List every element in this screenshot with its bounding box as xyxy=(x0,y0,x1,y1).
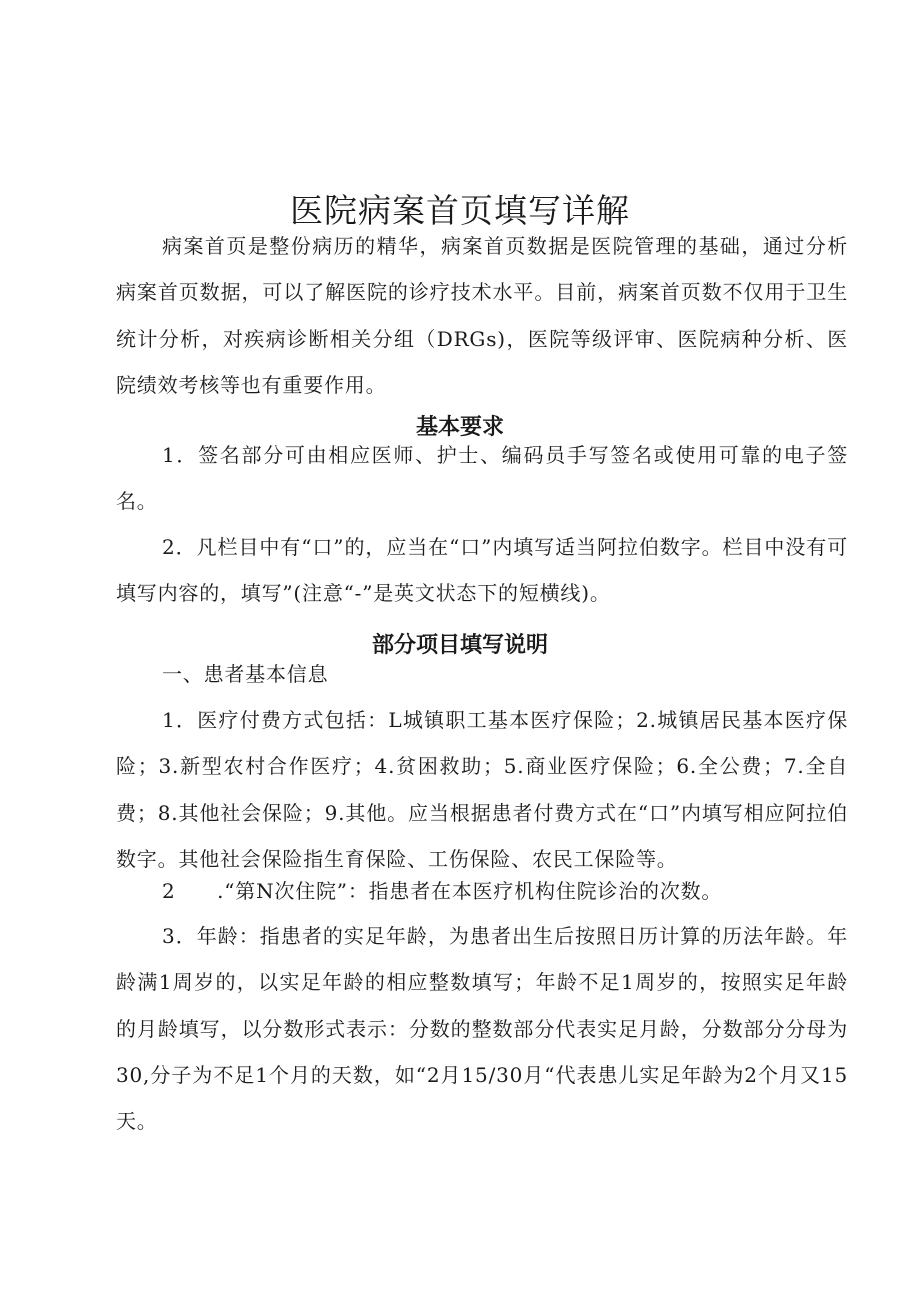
instruction-item-admission-count: 2 .“第N次住院”：指患者在本医疗机构住院诊治的次数。 xyxy=(162,879,723,903)
document-title: 医院病案首页填写详解 xyxy=(290,191,630,231)
basic-requirement-item-2: 2．凡栏目中有“口”的，应当在“口”内填写适当阿拉伯数字。栏目中没有可填写内容的，填写”(注意“-”是英文状态下的短横线)。 xyxy=(116,535,848,606)
intro-paragraph: 病案首页是整份病历的精华，病案首页数据是医院管理的基础，通过分析病案首页数据，可以了解医院的诊疗技术水平。目前，病案首页数不仅用于卫生统计分析，对疾病诊断相关分组（DRGs)，医院等级评审、医院病种分析、医院绩效考核等也有重要作用。 xyxy=(116,234,848,397)
instruction-item-payment-method: 1．医疗付费方式包括：L城镇职工基本医疗保险；2.城镇居民基本医疗保险；3.新型农村合作医疗；4.贫困救助；5.商业医疗保险；6.全公费；7.全自费；8.其他社会保险；9.其他。应当根据患者付费方式在“口”内填写相应阿拉伯数字。其他社会保险指生育保险、工伤保险、农民工保险等。 xyxy=(116,708,848,871)
section-heading-item-instructions: 部分项目填写说明 xyxy=(371,633,548,659)
instruction-item-age: 3．年龄：指患者的实足年龄，为患者出生后按照日历计算的历法年龄。年龄满1周岁的，以实足年龄的相应整数填写；年龄不足1周岁的，按照实足年龄的月龄填写，以分数形式表示：分数的整数部分代表实足月龄，分数部分分母为30,分子为不足1个月的天数，如“2月15/30月“代表患儿实足年龄为2个月又15天。 xyxy=(116,924,848,1134)
subheading-patient-basic-info: 一、患者基本信息 xyxy=(162,662,329,686)
basic-requirement-item-1: 1．签名部分可由相应医师、护士、编码员手写签名或使用可靠的电子签名。 xyxy=(116,443,848,514)
section-heading-basic-requirements: 基本要求 xyxy=(415,415,504,441)
